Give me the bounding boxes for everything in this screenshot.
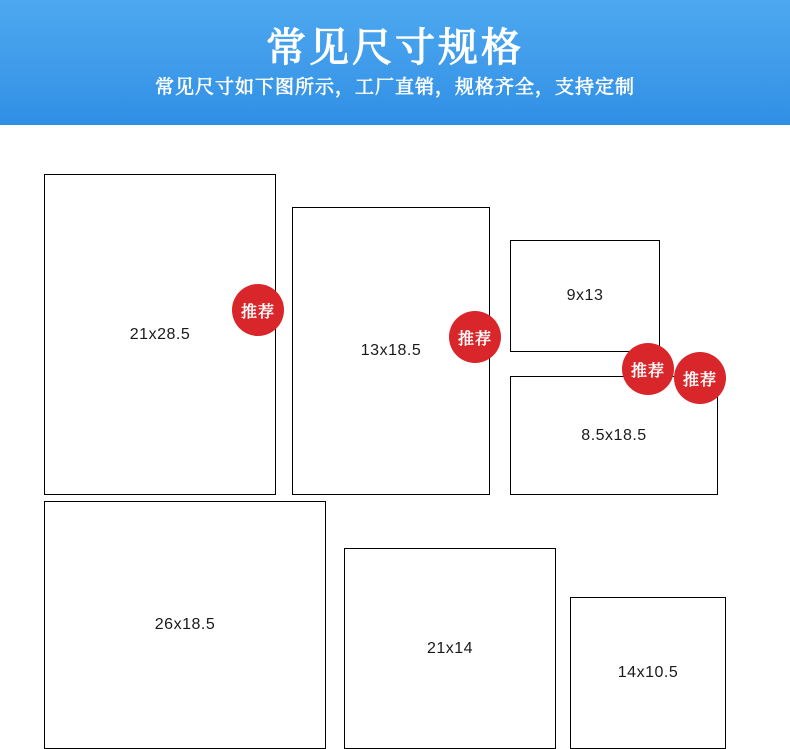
- badge-label: 推荐: [682, 371, 717, 389]
- badge-label: 推荐: [240, 303, 275, 321]
- size-label: 9x13: [566, 287, 604, 304]
- size-label: 21x28.5: [129, 325, 191, 343]
- size-label: 21x14: [426, 639, 474, 657]
- size-label: 14x10.5: [617, 664, 679, 681]
- recommended-badge-21x28.5: [232, 284, 284, 336]
- size-box-21x28.5: [44, 174, 276, 495]
- size-box-26x18.5: [44, 501, 326, 749]
- size-box-14x10.5: [570, 597, 726, 749]
- size-diagram: [0, 125, 790, 749]
- recommended-badge-9x13: [622, 343, 674, 395]
- size-box-21x14: [344, 548, 556, 749]
- badge-label: 推荐: [630, 362, 665, 380]
- size-label: 13x18.5: [360, 342, 422, 359]
- size-label: 26x18.5: [154, 616, 216, 633]
- recommended-badge-13x18.5: [449, 311, 501, 363]
- size-label: 8.5x18.5: [581, 426, 647, 444]
- page-subtitle: 常见尺寸如下图所示，工厂直销，规格齐全，支持定制: [154, 77, 635, 99]
- header-banner: [0, 0, 790, 125]
- page-title: 常见尺寸规格: [266, 26, 524, 71]
- badge-label: 推荐: [457, 330, 492, 348]
- size-box-9x13: [510, 240, 660, 352]
- recommended-badge-8.5x18.5: [674, 352, 726, 404]
